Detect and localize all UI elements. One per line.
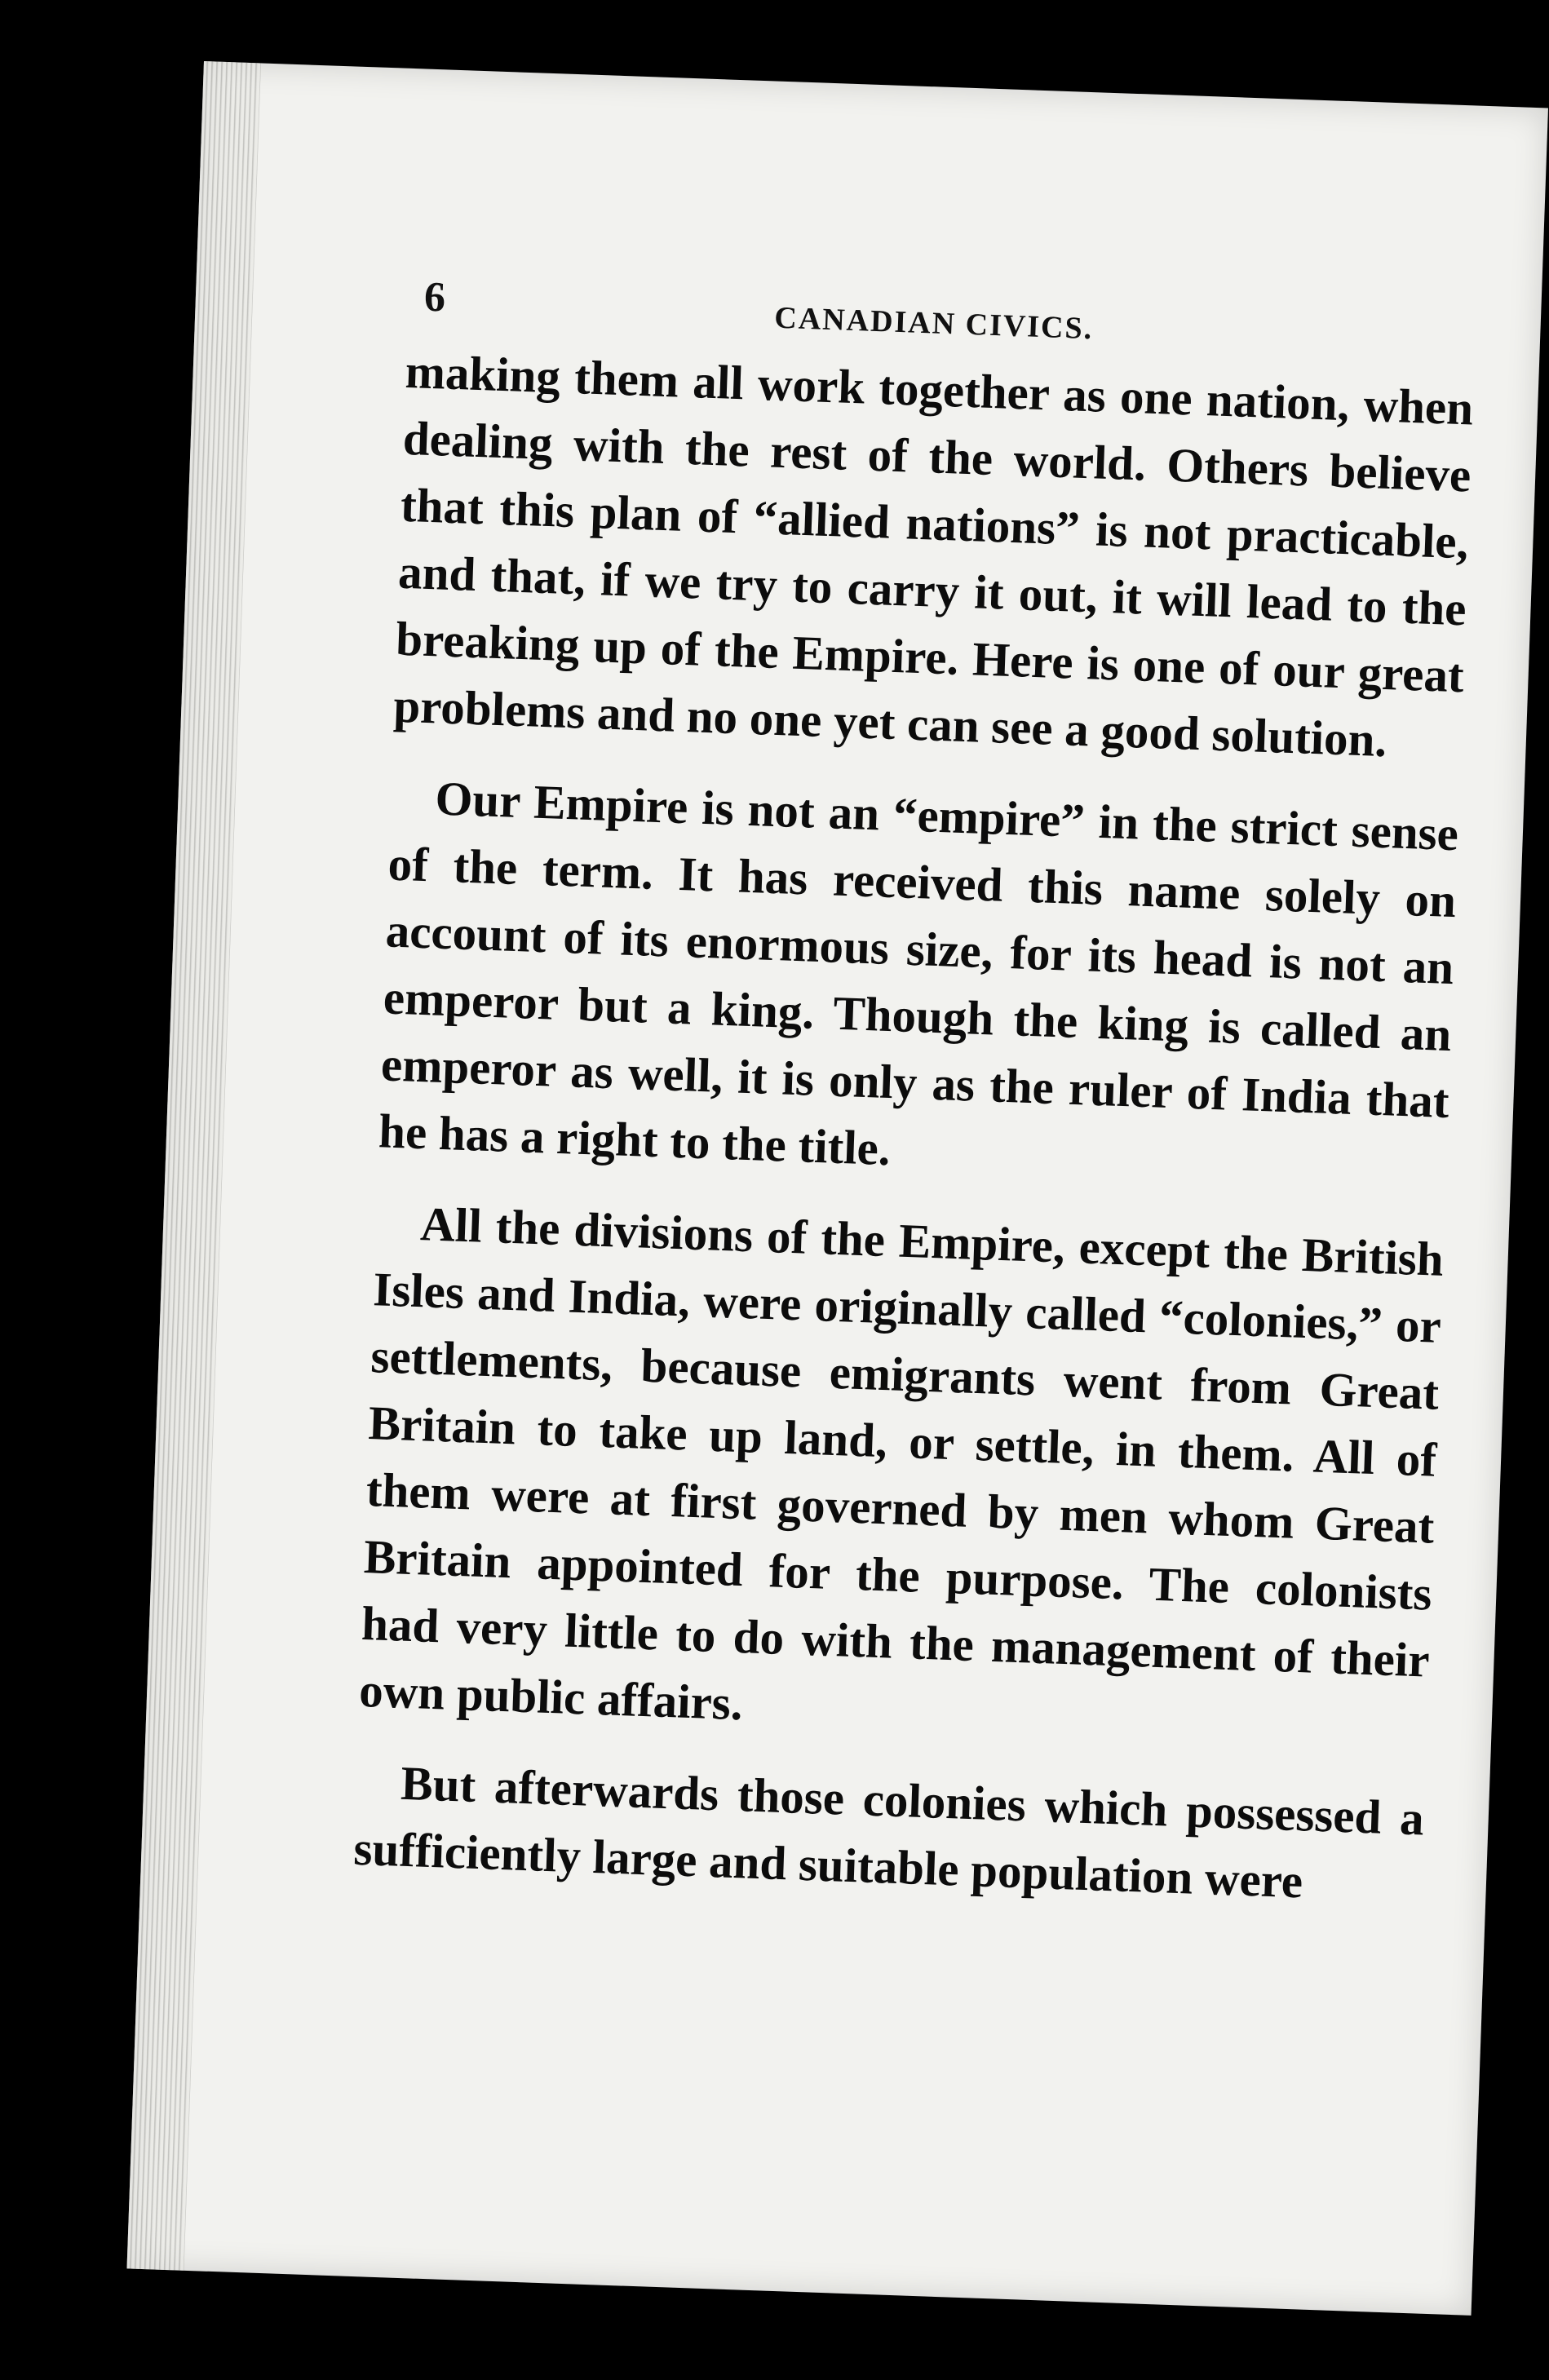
paragraph-4: But afterwards those colonies which possessed a sufficiently large and suitable population were	[352, 1755, 1425, 1909]
page-edge	[126, 61, 260, 2271]
running-head: CANADIAN CIVICS.	[773, 300, 1094, 347]
paragraph-2: Our Empire is not an “empire” in the strict sense of the term. It has received this name solely on account of its enormous size, for its head is not an emperor but a king. Though the king is called an emperor as well, it is only as the ruler of India that he has a right to the title.	[378, 771, 1460, 1176]
book-page	[126, 61, 1548, 2316]
page-number: 6	[423, 273, 447, 321]
paragraph-1: making them all work together as one nation, when dealing with the rest of the world. Others believe that this plan of “allied nations” is not practicable, and that, if we try to carry it out, it will lead to the breaking up of the Empire. Here is one of our great problems and no one yet can see a good solution.	[392, 343, 1475, 768]
paragraph-3: All the divisions of the Empire, except the British Isles and India, were originally called “colonies,” or settlements, because emigrants went from Great Britain to take up land, or settle, in them. All of them were at first governed by men whom Great Britain appointed for the purpose. The colonists had very little to do with the management of their own public affairs.	[358, 1197, 1445, 1731]
body-text	[352, 338, 1474, 1944]
